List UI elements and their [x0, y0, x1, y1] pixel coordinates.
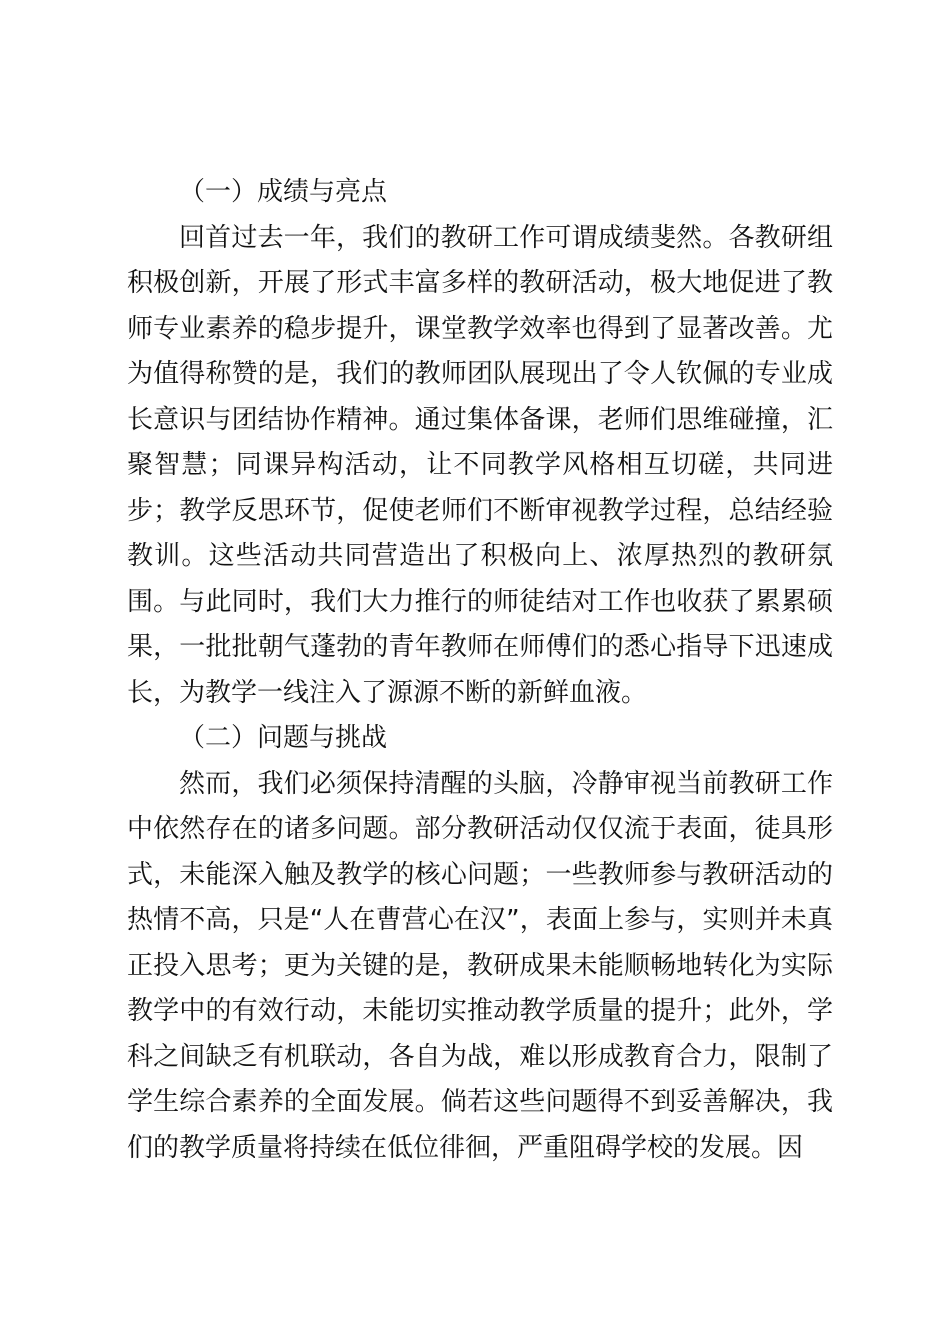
section-paragraph-problems: 然而，我们必须保持清醒的头脑，冷静审视当前教研工作中依然存在的诸多问题。部分教研活动仅仅流于表面，徒具形式，未能深入触及教学的核心问题；一些教师参与教研活动的热情不高，只是“人在曹营心在汉”，表面上参与，实则并未真正投入思考；更为关键的是，教研成果未能顺畅地转化为实际教学中的有效行动，未能切实推动教学质量的提升；此外，学科之间缺乏有机联动，各自为战，难以形成教育合力，限制了学生综合素养的全面发展。倘若这些问题得不到妥善解决，我们的教学质量将持续在低位徘徊，严重阻碍学校的发展。因 [127, 768, 833, 1163]
section-paragraph-achievements: 回首过去一年，我们的教研工作可谓成绩斐然。各教研组积极创新，开展了形式丰富多样的教研活动，极大地促进了教师专业素养的稳步提升，课堂教学效率也得到了显著改善。尤为值得称赞的是，我们的教师团队展现出了令人钦佩的专业成长意识与团结协作精神。通过集体备课，老师们思维碰撞，汇聚智慧；同课异构活动，让不同教学风格相互切磋，共同进步；教学反思环节，促使老师们不断审视教学过程，总结经验教训。这些活动共同营造出了积极向上、浓厚热烈的教研氛围。与此同时，我们大力推行的师徒结对工作也收获了累累硕果，一批批朝气蓬勃的青年教师在师傅们的悉心指导下迅速成长，为教学一线注入了源源不断的新鲜血液。 [127, 222, 833, 708]
document-body [127, 170, 833, 1171]
section-heading-achievements: （一）成绩与亮点 [179, 177, 388, 207]
section-heading-problems: （二）问题与挑战 [179, 723, 388, 753]
